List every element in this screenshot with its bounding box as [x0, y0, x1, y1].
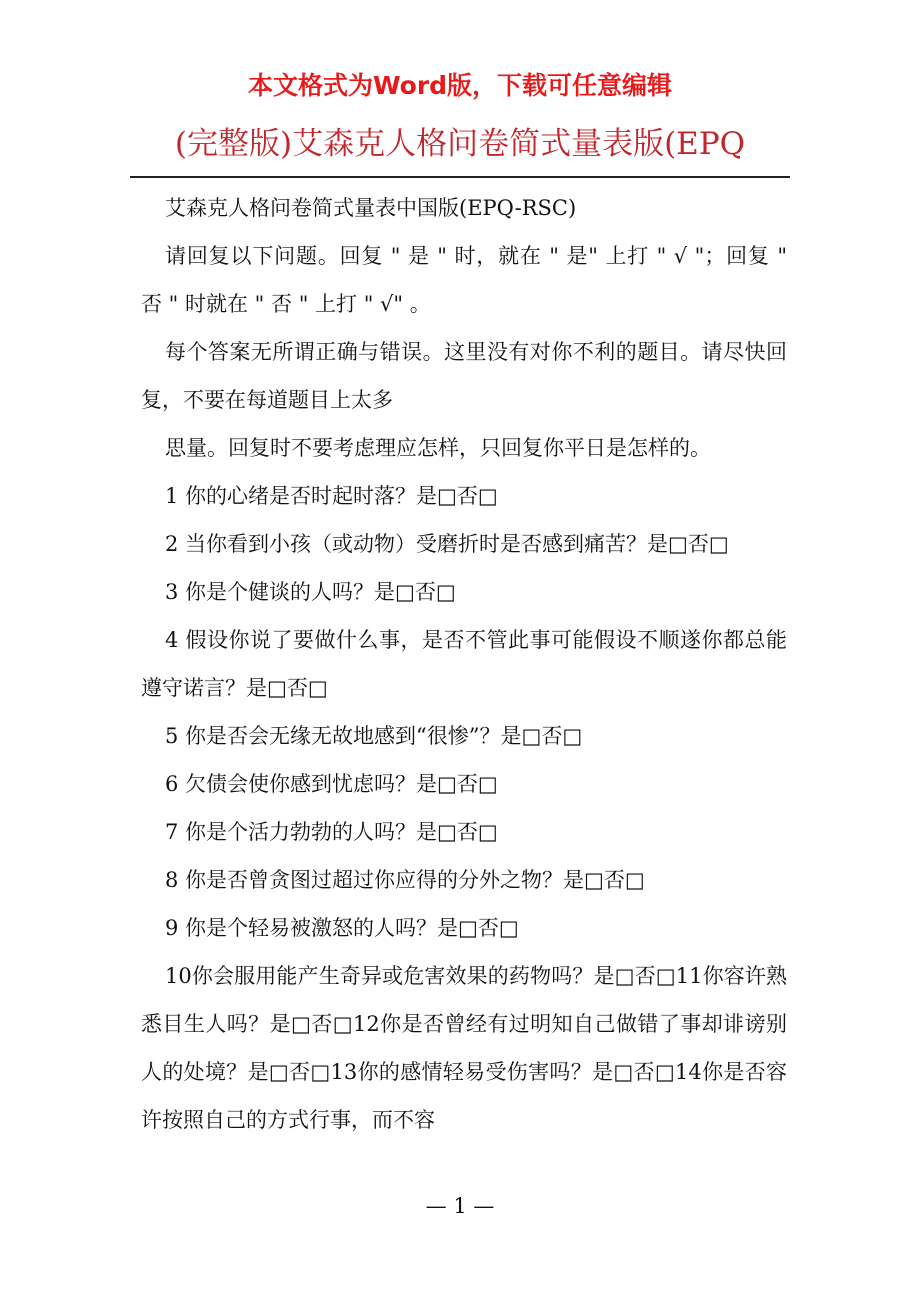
- question-item: 1 你的心绪是否时起时落？是□否□: [165, 484, 498, 508]
- paragraph: 每个答案无所谓正确与错误。这里没有对你不利的题目。请尽快回复，不要在每道题目上太多: [141, 340, 787, 412]
- question-item: 10你会服用能产生奇异或危害效果的药物吗？是□否□11你容许熟悉目生人吗？是□否□12你是否曾经有过明知自己做错了事却诽谤别人的处境？是□否□13你的感情轻易受伤害吗？是□否□14你是否容许按照自己的方式行事，而不容: [141, 964, 787, 1132]
- question-item: 8 你是否曾贪图过超过你应得的分外之物？是□否□: [165, 868, 645, 892]
- paragraph: 请回复以下问题。回复 " 是 " 时，就在 " 是" 上打 " √ "；回复 " 否 " 时就在 " 否 " 上打 " √" 。: [141, 244, 787, 316]
- question-item: 2 当你看到小孩（或动物）受磨折时是否感到痛苦？是□否□: [165, 532, 729, 556]
- page-number: — 1 —: [425, 1194, 495, 1218]
- question-item: 3 你是个健谈的人吗？是□否□: [165, 580, 456, 604]
- question-item: 9 你是个轻易被激怒的人吗？是□否□: [165, 916, 519, 940]
- paragraph: 艾森克人格问卷简式量表中国版(EPQ-RSC): [165, 196, 577, 220]
- document-title: (完整版)艾森克人格问卷简式量表版(EPQ: [174, 126, 746, 162]
- question-item: 5 你是否会无缘无故地感到“很惨”？是□否□: [165, 724, 583, 748]
- title-divider: [130, 176, 790, 178]
- paragraph: 思量。回复时不要考虑理应怎样，只回复你平日是怎样的。: [165, 436, 711, 460]
- word-format-banner: 本文格式为Word版，下载可任意编辑: [247, 71, 673, 100]
- question-item: 6 欠债会使你感到忧虑吗？是□否□: [165, 772, 498, 796]
- document-body: [141, 184, 787, 1144]
- question-item: 7 你是个活力勃勃的人吗？是□否□: [165, 820, 498, 844]
- question-item: 4 假设你说了要做什么事，是否不管此事可能假设不顺遂你都总能遵守诺言？是□否□: [141, 628, 787, 700]
